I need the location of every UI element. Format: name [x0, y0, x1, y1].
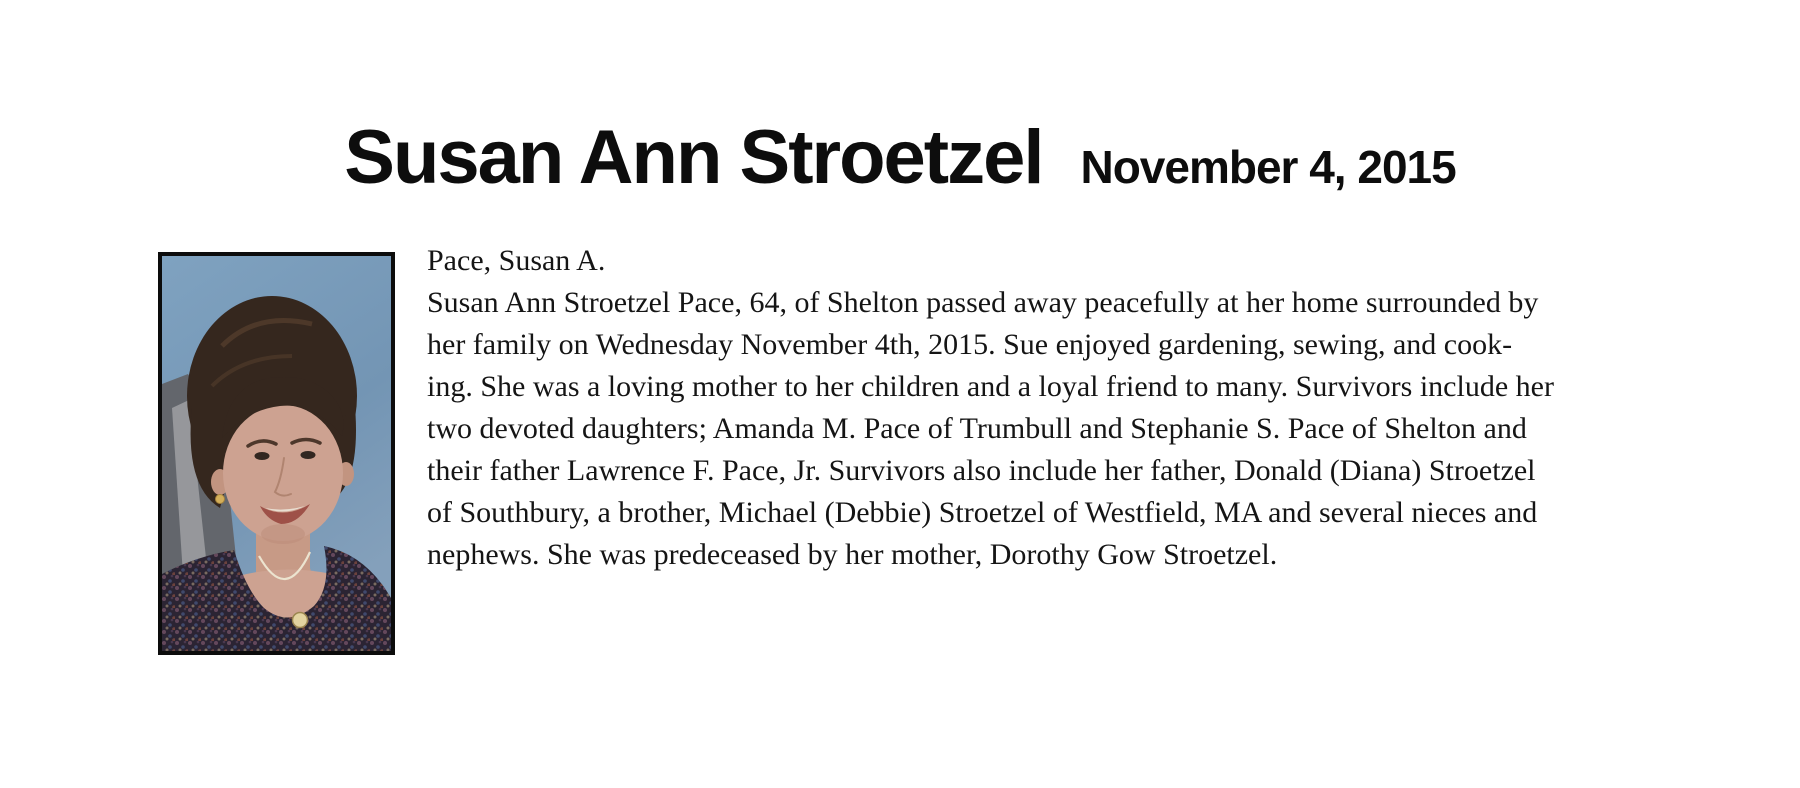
page-title: Susan Ann Stroetzel: [344, 115, 1043, 200]
portrait-photo-svg: [162, 256, 391, 651]
obituary-line-6: their father Lawrence F. Pace, Jr. Survivors also include her father, Donald (Diana) Stroetzel: [427, 454, 1536, 487]
obituary-line-8: nephews. She was predeceased by her mother, Dorothy Gow Stroetzel.: [427, 538, 1278, 571]
obituary-text: [427, 240, 1717, 576]
necklace-pendant: [293, 613, 308, 628]
eye-right: [301, 451, 316, 459]
earring: [216, 495, 225, 504]
date-text: November 4, 2015: [1080, 141, 1456, 193]
header: [0, 115, 1800, 200]
obituary-line-2: Susan Ann Stroetzel Pace, 64, of Shelton passed away peacefully at her home surrounded by: [427, 286, 1539, 319]
obituary-line-4: ing. She was a loving mother to her children and a loyal friend to many. Survivors include her: [427, 370, 1554, 403]
obituary-line-3: her family on Wednesday November 4th, 2015. Sue enjoyed gardening, sewing, and cook-: [427, 328, 1513, 361]
obituary-line-7: of Southbury, a brother, Michael (Debbie) Stroetzel of Westfield, MA and several nieces and: [427, 496, 1538, 529]
obituary-line-5: two devoted daughters; Amanda M. Pace of Trumbull and Stephanie S. Pace of Shelton and: [427, 412, 1527, 445]
obituary-line-1: Pace, Susan A.: [427, 244, 606, 277]
eye-left: [255, 452, 270, 460]
portrait-photo: [158, 252, 395, 655]
